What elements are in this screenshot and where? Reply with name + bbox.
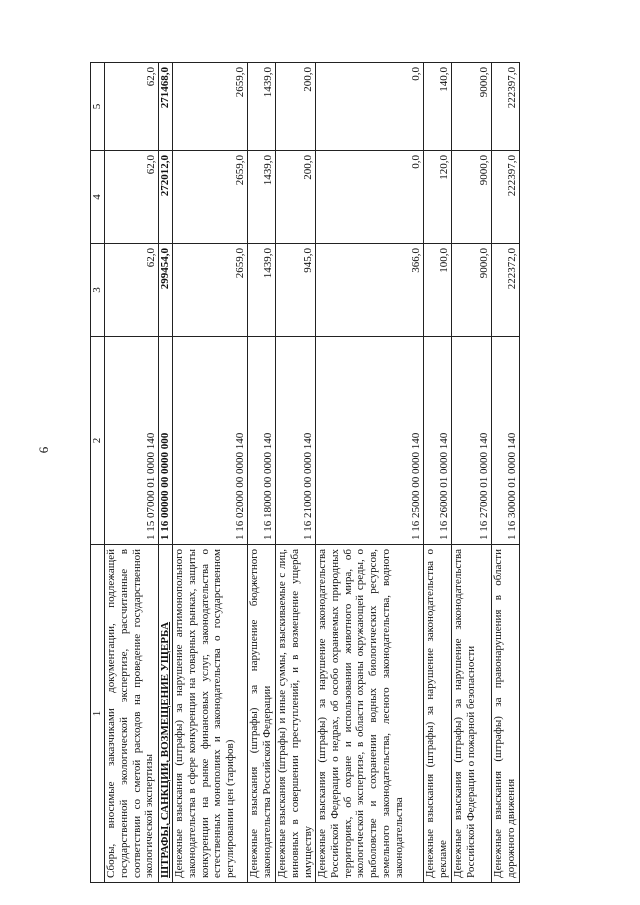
row-code: 1 16 00000 00 0000 000 xyxy=(159,337,173,545)
row-value-col5: 200,0 xyxy=(276,63,316,151)
row-value-col3: 62,0 xyxy=(105,244,159,337)
row-value-col3: 1439,0 xyxy=(248,244,276,337)
header-cell: 1 xyxy=(91,545,105,883)
row-value-col4: 222397,0 xyxy=(492,151,520,244)
table-header-row xyxy=(91,63,105,883)
table-row xyxy=(248,63,276,883)
rotated-page-content xyxy=(90,63,610,883)
row-value-col4: 0,0 xyxy=(316,151,424,244)
row-value-col5: 2659,0 xyxy=(173,63,248,151)
row-value-col4: 200,0 xyxy=(276,151,316,244)
table-row xyxy=(276,63,316,883)
row-code: 1 16 25000 00 0000 140 xyxy=(316,337,424,545)
header-cell: 2 xyxy=(91,337,105,545)
row-code: 1 16 30000 01 0000 140 xyxy=(492,337,520,545)
header-cell: 3 xyxy=(91,244,105,337)
row-name: Денежные взыскания (штрафы) и иные суммы, взыскиваемые с лиц, виновных в совершении преступлений, и в возмещение ущерба имуществу xyxy=(276,545,316,883)
row-value-col5: 271468,0 xyxy=(159,63,173,151)
row-value-col4: 9000,0 xyxy=(452,151,492,244)
table-row xyxy=(316,63,424,883)
row-name: Денежные взыскания (штрафы) за нарушение законодательства о рекламе xyxy=(424,545,452,883)
table-row xyxy=(105,63,159,883)
row-value-col3: 100,0 xyxy=(424,244,452,337)
revenue-table xyxy=(90,62,520,883)
row-value-col4: 272012,0 xyxy=(159,151,173,244)
table-row xyxy=(173,63,248,883)
page-number: 6 xyxy=(36,446,51,454)
row-value-col5: 9000,0 xyxy=(452,63,492,151)
table-row xyxy=(159,63,173,883)
row-value-col3: 299454,0 xyxy=(159,244,173,337)
row-value-col3: 366,0 xyxy=(316,244,424,337)
row-code: 1 15 07000 01 0000 140 xyxy=(105,337,159,545)
row-code: 1 16 02000 00 0000 140 xyxy=(173,337,248,545)
header-cell: 4 xyxy=(91,151,105,244)
row-name: Денежные взыскания (штрафы) за нарушение законодательства Российской Федерации о пожарной безопасности xyxy=(452,545,492,883)
row-code: 1 16 27000 01 0000 140 xyxy=(452,337,492,545)
header-cell: 5 xyxy=(91,63,105,151)
row-value-col4: 1439,0 xyxy=(248,151,276,244)
table-row xyxy=(424,63,452,883)
row-name: Денежные взыскания (штрафы) за нарушение законодательства Российской Федерации о недрах, об особо охраняемых природных территориях, об охране и использовании животного мира, об экологической экспертизе, в области охраны окружающей среды, о рыболовстве и сохранении водных биологических ресурсов, земельного законодательства, лесного законодательства, водного законодательства xyxy=(316,545,424,883)
row-name: ШТРАФЫ, САНКЦИИ, ВОЗМЕЩЕНИЕ УЩЕРБА xyxy=(159,545,173,883)
row-value-col5: 140,0 xyxy=(424,63,452,151)
row-value-col5: 62,0 xyxy=(105,63,159,151)
row-value-col4: 120,0 xyxy=(424,151,452,244)
row-value-col5: 222397,0 xyxy=(492,63,520,151)
row-value-col3: 945,0 xyxy=(276,244,316,337)
row-value-col3: 222372,0 xyxy=(492,244,520,337)
row-code: 1 16 26000 01 0000 140 xyxy=(424,337,452,545)
row-value-col5: 0,0 xyxy=(316,63,424,151)
table-row xyxy=(452,63,492,883)
table-row xyxy=(492,63,520,883)
row-value-col4: 62,0 xyxy=(105,151,159,244)
row-value-col4: 2659,0 xyxy=(173,151,248,244)
row-name: Денежные взыскания (штрафы) за нарушение бюджетного законодательства Российской Федерации xyxy=(248,545,276,883)
row-name: Денежные взыскания (штрафы) за нарушение антимонопольного законодательства в сфере конкуренции на товарных рынках, защиты конкуренции на рынке финансовых услуг, законодательства о естественных монополиях и законодательства о государственном регулировании цен (тарифов) xyxy=(173,545,248,883)
row-value-col5: 1439,0 xyxy=(248,63,276,151)
row-code: 1 16 21000 00 0000 140 xyxy=(276,337,316,545)
row-value-col3: 9000,0 xyxy=(452,244,492,337)
row-code: 1 16 18000 00 0000 140 xyxy=(248,337,276,545)
row-name: Денежные взыскания (штрафы) за правонарушения в области дорожного движения xyxy=(492,545,520,883)
row-name: Сборы, вносимые заказчиками документации, подлежащей государственной экологической экспертизе, рассчитанные в соответствии со сметой расходов на проведение государственной экологической экспертизы xyxy=(105,545,159,883)
row-value-col3: 2659,0 xyxy=(173,244,248,337)
